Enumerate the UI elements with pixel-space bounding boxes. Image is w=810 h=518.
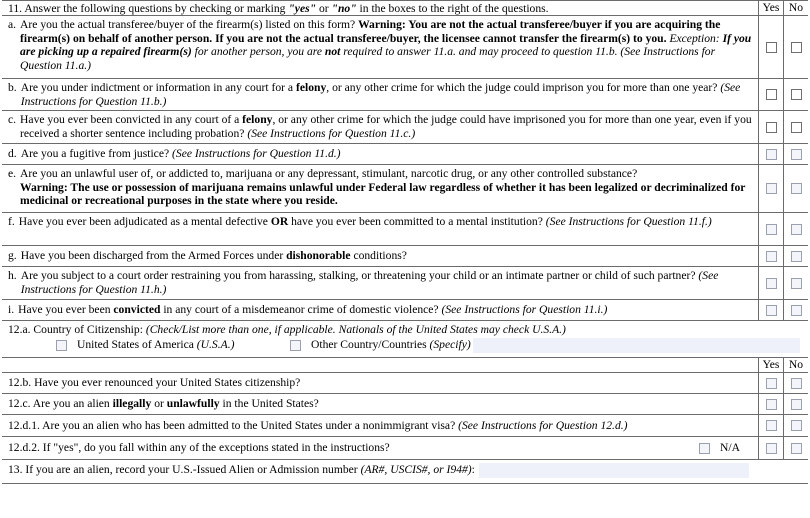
other-country-label: Other Country/Countries (Specify): [311, 338, 471, 352]
question-11a-text: a. Are you the actual transferee/buyer of the firearm(s) listed on this form? Warning: You are not the actual transferee/buyer if you are acquiring the firearm(s) on behalf of another person. If you are not the actual transferee/buyer, the licensee cannot transfer the firearm(s) to you. Exception: If you are picking up a repaired firearm(s) for another person, you are not required to answer 11.a. and may proceed to question 11.b. (See Instructions for Question 11.a.): [8, 18, 752, 72]
q11b-no-checkbox[interactable]: [791, 89, 802, 100]
other-country-specify-field[interactable]: [473, 338, 800, 353]
no-column-header: No: [783, 1, 808, 15]
question-11c-text: c. Have you ever been convicted in any court of a felony, or any other crime for which the judge could have imprisoned you for more than one year, even if you received a shorter sentence including probation? (See Instructions for Question 11.c.): [8, 113, 752, 140]
firearm-questions-form: [2, 0, 808, 484]
q11g-no-checkbox[interactable]: [791, 251, 802, 262]
question-12d1-text: 12.d.1. Are you an alien who has been admitted to the United States under a nonimmigrant visa? (See Instructions for Question 12.d.): [8, 419, 628, 432]
q11g-yes-checkbox[interactable]: [766, 251, 777, 262]
alien-number-field[interactable]: [479, 463, 749, 478]
question-11h-text: h. Are you subject to a court order restraining you from harassing, stalking, or threatening your child or an intimate partner or child of such partner? (See Instructions for Question 11.h.): [8, 269, 719, 296]
q11b-yes-checkbox[interactable]: [766, 89, 777, 100]
q12c-no-checkbox[interactable]: [791, 399, 802, 410]
question-12c-row: [2, 394, 808, 415]
question-11e-text: e. Are you an unlawful user of, or addicted to, marijuana or any depressant, stimulant, narcotic drug, or any other controlled substance? Warning: The use or possession of marijuana remains unlawful under Federal law regardless of whether it has been legalized or decriminalized for medicinal or recreational purposes in the state where you reside.: [8, 167, 746, 208]
question-11d-row: [2, 144, 808, 165]
question-11a-row: [2, 16, 808, 79]
yes-column-header-2: Yes: [762, 358, 780, 372]
other-country-checkbox[interactable]: [290, 340, 301, 351]
question-11i-text: i. Have you ever been convicted in any court of a misdemeanor crime of domestic violence? (See Instructions for Question 11.i.): [8, 303, 608, 316]
q12b-no-checkbox[interactable]: [791, 378, 802, 389]
question-12-header: [2, 357, 808, 373]
usa-citizenship-checkbox[interactable]: [56, 340, 67, 351]
q11e-yes-checkbox[interactable]: [766, 183, 777, 194]
q11c-no-checkbox[interactable]: [791, 122, 802, 133]
question-11-instruction: 11. Answer the following questions by checking or marking "yes" or "no" in the boxes to the right of the questions.: [8, 2, 549, 15]
q11d-no-checkbox[interactable]: [791, 149, 802, 160]
question-11h-row: [2, 267, 808, 300]
q12d2-na-checkbox[interactable]: [699, 443, 710, 454]
q12d2-yes-checkbox[interactable]: [766, 443, 777, 454]
na-label: N/A: [720, 441, 740, 455]
question-11i-row: [2, 300, 808, 321]
q11i-no-checkbox[interactable]: [791, 305, 802, 316]
question-11b-row: [2, 79, 808, 111]
question-11e-row: [2, 165, 808, 213]
q12d1-no-checkbox[interactable]: [791, 420, 802, 431]
q11a-yes-checkbox[interactable]: [766, 42, 777, 53]
question-12b-row: [2, 373, 808, 394]
question-12d2-text: 12.d.2. If "yes", do you fall within any of the exceptions stated in the instructions?: [8, 441, 390, 455]
question-11f-text: f. Have you ever been adjudicated as a mental defective OR have you ever been committed to a mental institution? (See Instructions for Question 11.f.): [8, 215, 712, 228]
q11e-no-checkbox[interactable]: [791, 183, 802, 194]
question-12b-text: 12.b. Have you ever renounced your United States citizenship?: [8, 376, 301, 389]
question-12a-row: [2, 321, 808, 357]
question-12a-text: 12.a. Country of Citizenship: (Check/List more than one, if applicable. Nationals of the United States may check U.S.A.): [8, 323, 566, 336]
question-12d1-row: [2, 415, 808, 437]
q11h-yes-checkbox[interactable]: [766, 278, 777, 289]
question-11d-text: d. Are you a fugitive from justice? (See Instructions for Question 11.d.): [8, 147, 341, 160]
question-13-row: [2, 460, 808, 484]
question-12d2-row: [2, 437, 808, 460]
q12b-yes-checkbox[interactable]: [766, 378, 777, 389]
question-13-text: 13. If you are an alien, record your U.S.-Issued Alien or Admission number (AR#, USCIS#, or I94#):: [2, 460, 808, 483]
question-11f-row: [2, 213, 808, 246]
q11h-no-checkbox[interactable]: [791, 278, 802, 289]
q11i-yes-checkbox[interactable]: [766, 305, 777, 316]
q11a-no-checkbox[interactable]: [791, 42, 802, 53]
question-11g-row: [2, 246, 808, 267]
q12d1-yes-checkbox[interactable]: [766, 420, 777, 431]
q11f-no-checkbox[interactable]: [791, 224, 802, 235]
question-11c-row: [2, 111, 808, 144]
question-11b-text: b. Are you under indictment or information in any court for a felony, or any other crime for which the judge could imprison you for more than one year? (See Instructions for Question 11.b.): [8, 81, 741, 108]
q11c-yes-checkbox[interactable]: [766, 122, 777, 133]
q12c-yes-checkbox[interactable]: [766, 399, 777, 410]
q11d-yes-checkbox[interactable]: [766, 149, 777, 160]
question-12c-text: 12.c. Are you an alien illegally or unlawfully in the United States?: [8, 397, 319, 410]
usa-citizenship-label: United States of America (U.S.A.): [77, 338, 235, 352]
no-column-header-2: No: [783, 358, 808, 372]
yes-column-header: Yes: [762, 1, 780, 15]
q11f-yes-checkbox[interactable]: [766, 224, 777, 235]
q12d2-no-checkbox[interactable]: [791, 443, 802, 454]
question-11-header: [2, 0, 808, 16]
question-11g-text: g. Have you been discharged from the Armed Forces under dishonorable conditions?: [8, 249, 407, 262]
